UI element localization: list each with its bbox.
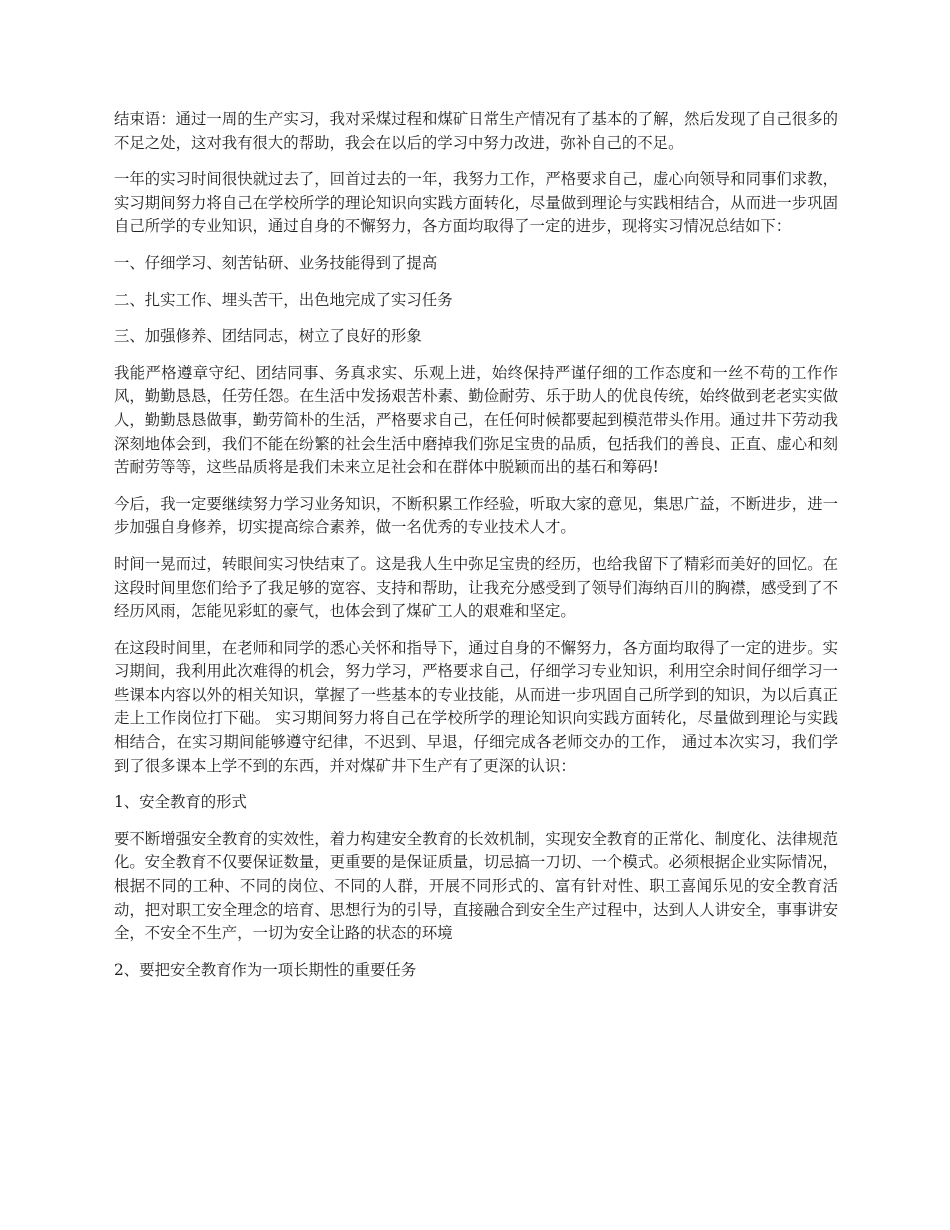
document-body — [114, 108, 838, 982]
heading-item-two: 二、扎实工作、埋头苦干，出色地完成了实习任务 — [114, 290, 453, 309]
internship-summary-paragraph: 一年的实习时间很快就过去了，回首过去的一年，我努力工作，严格要求自己，虚心向领导和同事们求教，实习期间努力将自己在学校所学的理论知识向实践方面转化，尽量做到理论与实践相结合，从而进一步巩固自己所学的专业知识，通过自身的不懈努力，各方面均取得了一定的进步，现将实习情况总结如下： — [114, 170, 838, 236]
safety-education-paragraph: 要不断增强安全教育的实效性，着力构建安全教育的长效机制，实现安全教育的正常化、制度化、法律规范化。安全教育不仅要保证数量，更重要的是保证质量，切忌搞一刀切、一个模式。必须根据企业实际情况，根据不同的工种、不同的岗位、不同的人群，开展不同形式的、富有针对性、职工喜闻乐见的安全教育活动，把对职工安全理念的培育、思想行为的引导，直接融合到安全生产过程中，达到人人讲安全，事事讲安全，不安全不生产，一切为安全让路的状态的环境 — [114, 829, 838, 943]
conduct-paragraph: 我能严格遵章守纪、团结同事、务真求实、乐观上进，始终保持严谨仔细的工作态度和一丝不苟的工作作风，勤勤恳恳，任劳任怨。在生活中发扬艰苦朴素、勤俭耐劳、乐于助人的优良传统，始终做到老老实实做人，勤勤恳恳做事，勤劳简朴的生活，严格要求自己，在任何时候都要起到模范带头作用。通过井下劳动我深刻地体会到，我们不能在纷繁的社会生活中磨掉我们弥足宝贵的品质，包括我们的善良、正直、虚心和刻苦耐劳等等，这些品质将是我们未来立足社会和在群体中脱颖而出的基石和筹码! — [114, 363, 838, 477]
reflection-paragraph: 时间一晃而过，转眼间实习快结束了。这是我人生中弥足宝贵的经历，也给我留下了精彩而美好的回忆。在这段时间里您们给予了我足够的宽容、支持和帮助，让我充分感受到了领导们海纳百川的胸襟，感受到了不经历风雨，怎能见彩虹的豪气，也体会到了煤矿工人的艰难和坚定。 — [114, 554, 838, 621]
heading-item-one: 一、仔细学习、刻苦钻研、业务技能得到了提高 — [114, 253, 438, 272]
section-heading-long-term-task: 2、要把安全教育作为一项长期性的重要任务 — [114, 960, 417, 979]
progress-paragraph: 在这段时间里，在老师和同学的悉心关怀和指导下，通过自身的不懈努力，各方面均取得了一定的进步。实习期间，我利用此次难得的机会，努力学习，严格要求自己，仔细学习专业知识，利用空余时间仔细学习一些课本内容以外的相关知识，掌握了一些基本的专业技能，从而进一步巩固自己所学到的知识，为以后真正走上工作岗位打下础。 实习期间努力将自己在学校所学的理论知识向实践方面转化，尽量做到理论与实践相结合，在实习期间能够遵守纪律，不迟到、早退，仔细完成各老师交办的工作， 通过本次实习，我们学到了很多课本上学不到的东西，并对煤矿井下生产有了更深的认识： — [114, 638, 838, 775]
section-heading-safety-education-form: 1、安全教育的形式 — [114, 793, 247, 812]
future-plan-paragraph: 今后，我一定要继续努力学习业务知识，不断积累工作经验，听取大家的意见，集思广益，不断进步，进一步加强自身修养，切实提高综合素养，做一名优秀的专业技术人才。 — [114, 494, 838, 537]
closing-remark-paragraph: 结束语：通过一周的生产实习，我对采煤过程和煤矿日常生产情况有了基本的了解，然后发现了自己很多的不足之处，这对我有很大的帮助，我会在以后的学习中努力改进，弥补自己的不足。 — [114, 110, 838, 152]
heading-item-three: 三、加强修养、团结同志，树立了良好的形象 — [114, 327, 422, 346]
